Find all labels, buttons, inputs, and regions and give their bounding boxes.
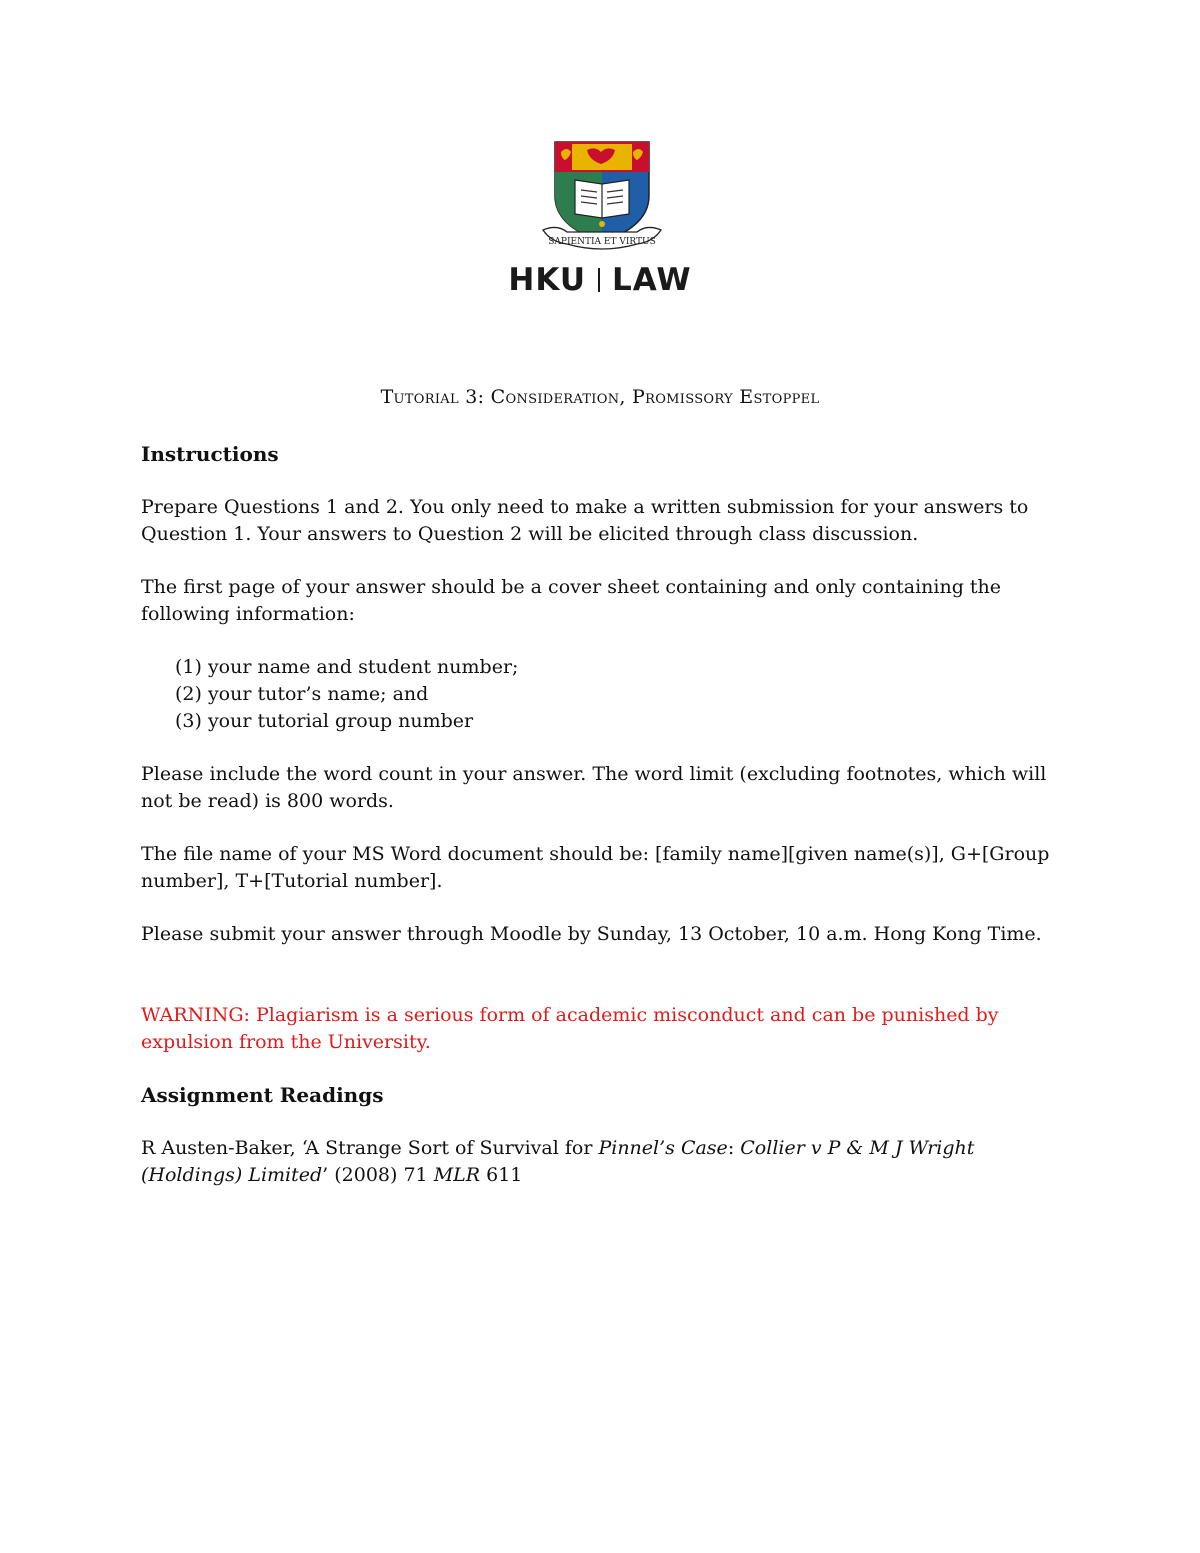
instructions-paragraph-3: Please include the word count in your answer. The word limit (excluding footnotes, which will not be read) is 800 words.	[141, 763, 1047, 812]
brand-hku: HKU	[508, 262, 587, 298]
instructions-heading: Instructions	[141, 442, 279, 466]
instructions-paragraph-5: Please submit your answer through Moodle by Sunday, 13 October, 10 a.m. Hong Kong Time.	[141, 923, 1042, 945]
brand-divider	[598, 268, 600, 292]
ref-colon: :	[727, 1137, 741, 1159]
document-body	[141, 384, 1061, 1215]
list-item: (1) your name and student number;	[175, 656, 519, 678]
reading-reference	[141, 1135, 1061, 1189]
hku-crest-icon	[537, 138, 667, 256]
ref-collier: Collier v P & M J Wright (Holdings) Limited	[141, 1137, 975, 1186]
ref-journal: MLR	[433, 1164, 481, 1186]
page-title: Tutorial 3: Consideration, Promissory Estoppel	[380, 386, 820, 408]
ref-page: 611	[480, 1164, 523, 1186]
plagiarism-warning: WARNING: Plagiarism is a serious form of academic misconduct and can be punished by expulsion from the University.	[141, 1004, 999, 1053]
instructions-paragraph-2: The first page of your answer should be a cover sheet containing and only containing the following information:	[141, 576, 1002, 625]
readings-heading: Assignment Readings	[141, 1083, 384, 1107]
cover-sheet-list	[175, 654, 1061, 735]
ref-mid: ’ (2008) 71	[322, 1164, 434, 1186]
instructions-paragraph-1: Prepare Questions 1 and 2. You only need to make a written submission for your answers to Question 1. Your answers to Question 2 will be elicited through class discussion.	[141, 496, 1029, 545]
list-item: (3) your tutorial group number	[175, 710, 474, 732]
brand-wordmark	[0, 262, 1200, 298]
brand-law: LAW	[612, 262, 692, 298]
instructions-paragraph-4: The file name of your MS Word document should be: [family name][given name(s)], G+[Group number], T+[Tutorial number].	[141, 843, 1050, 892]
ref-prefix: R Austen-Baker, ‘A Strange Sort of Survival for	[141, 1137, 599, 1159]
ref-case: Pinnel’s Case	[598, 1137, 728, 1159]
crest-motto: SAPIENTIA ET VIRTUS	[548, 237, 656, 247]
list-item: (2) your tutor’s name; and	[175, 683, 429, 705]
